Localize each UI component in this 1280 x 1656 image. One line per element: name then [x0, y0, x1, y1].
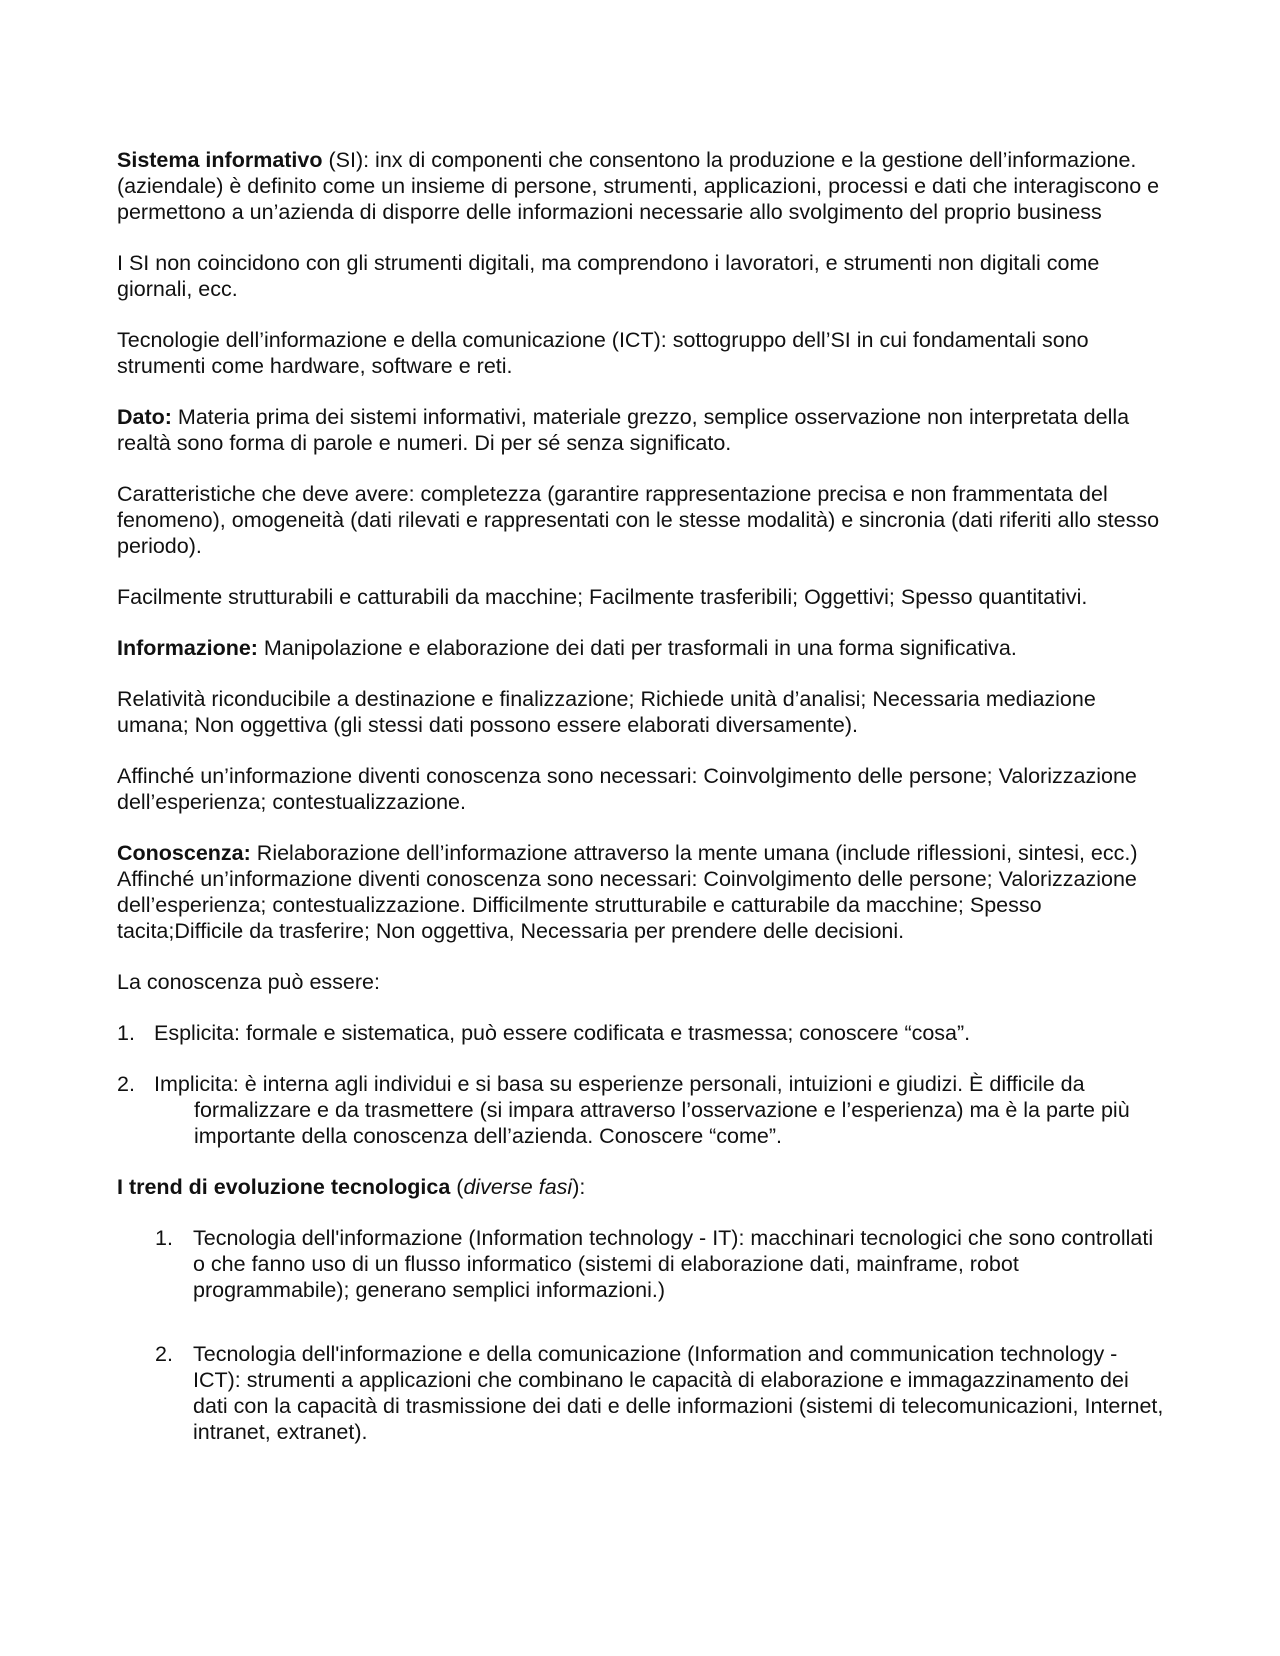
list-trend-fasi [117, 1225, 1167, 1445]
list-item [117, 1020, 1167, 1046]
trend-open: ( [450, 1175, 464, 1199]
list-item [117, 1341, 1167, 1445]
list-item-text: Tecnologia dell'informazione e della comunicazione (Information and communication technology - ICT): strumenti a applicazioni che combinano le capacità di elaborazione e immagazzinamento dei dati con la capacità di trasmissione dei dati e delle informazioni (sistemi di telecomunicazioni, Internet, intranet, extranet). [193, 1342, 1164, 1444]
term-sistema-informativo: Sistema informativo [117, 148, 323, 172]
paragraph-relativita: Relatività riconducibile a destinazione e finalizzazione; Richiede unità d’analisi; Necessaria mediazione umana; Non oggettiva (gli stessi dati possono essere elaborati diversamente). [117, 687, 1096, 737]
term-informazione: Informazione: [117, 636, 258, 660]
list-item-number: 1. [117, 1021, 135, 1045]
paragraph-sistema-informativo [117, 147, 1167, 225]
list-item-text: Esplicita: formale e sistematica, può essere codificata e trasmessa; conoscere “cosa”. [154, 1021, 971, 1045]
list-item [117, 1225, 1167, 1303]
list-item-number: 1. [155, 1226, 173, 1250]
trend-italic: diverse fasi [463, 1175, 573, 1199]
trend-close: ): [572, 1175, 586, 1199]
paragraph-conoscenza-tipi: La conoscenza può essere: [117, 970, 380, 994]
paragraph-facilmente: Facilmente strutturabili e catturabili da macchine; Facilmente trasferibili; Oggettivi; Spesso quantitativi. [117, 585, 1088, 609]
paragraph-dato [117, 404, 1167, 456]
list-item-number: 2. [155, 1342, 173, 1366]
paragraph-si-strumenti: I SI non coincidono con gli strumenti digitali, ma comprendono i lavoratori, e strumenti non digitali come giornali, ecc. [117, 251, 1100, 301]
term-conoscenza: Conoscenza: [117, 841, 251, 865]
paragraph-affinche: Affinché un’informazione diventi conoscenza sono necessari: Coinvolgimento delle persone; Valorizzazione dell’esperienza; contestualizzazione. [117, 764, 1137, 814]
paragraph-conoscenza [117, 840, 1167, 944]
document-page [117, 147, 1167, 1470]
term-dato: Dato: [117, 405, 172, 429]
paragraph-caratteristiche: Caratteristiche che deve avere: completezza (garantire rappresentazione precisa e non frammentata del fenomeno), omogeneità (dati rilevati e rappresentati con le stesse modalità) e sincronia (dati riferiti allo stesso periodo). [117, 482, 1160, 558]
paragraph-text: Materia prima dei sistemi informativi, materiale grezzo, semplice osservazione non interpretata della realtà sono forma di parole e numeri. Di per sé senza significato. [117, 405, 1130, 455]
paragraph-ict: Tecnologie dell’informazione e della comunicazione (ICT): sottogruppo dell’SI in cui fondamentali sono strumenti come hardware, software e reti. [117, 328, 1089, 378]
paragraph-trend [117, 1174, 1167, 1200]
paragraph-informazione [117, 635, 1167, 661]
list-tipi-conoscenza [117, 1020, 1167, 1149]
list-item-number: 2. [117, 1072, 135, 1096]
paragraph-text: Rielaborazione dell’informazione attraverso la mente umana (include riflessioni, sintesi, ecc.) Affinché un’informazione diventi conoscenza sono necessari: Coinvolgimento delle persone; Valorizzazione dell’esperienza; contestualizzazione. Difficilmente strutturabile e catturabile da macchine; Spesso tacita;Difficile da trasferire; Non oggettiva, Necessaria per prendere delle decisioni. [117, 841, 1138, 943]
list-item [117, 1071, 1167, 1149]
term-trend: I trend di evoluzione tecnologica [117, 1175, 451, 1199]
list-item-text: Implicita: è interna agli individui e si basa su esperienze personali, intuizioni e giudizi. È difficile da formalizzare e da trasmettere (si impara attraverso l’osservazione e l’esperienza) ma è la parte più importante della conoscenza dell’azienda. Conoscere “come”. [154, 1072, 1130, 1148]
paragraph-text: (SI): inx di componenti che consentono la produzione e la gestione dell’informazione. (aziendale) è definito come un insieme di persone, strumenti, applicazioni, processi e dati che interagiscono e permettono a un’azienda di disporre delle informazioni necessarie allo svolgimento del proprio business [117, 148, 1160, 224]
list-item-text: Tecnologia dell'informazione (Information technology - IT): macchinari tecnologici che sono controllati o che fanno uso di un flusso informatico (sistemi di elaborazione dati, mainframe, robot programmabile); generano semplici informazioni.) [193, 1226, 1154, 1302]
paragraph-text: Manipolazione e elaborazione dei dati per trasformali in una forma significativa. [257, 636, 1017, 660]
